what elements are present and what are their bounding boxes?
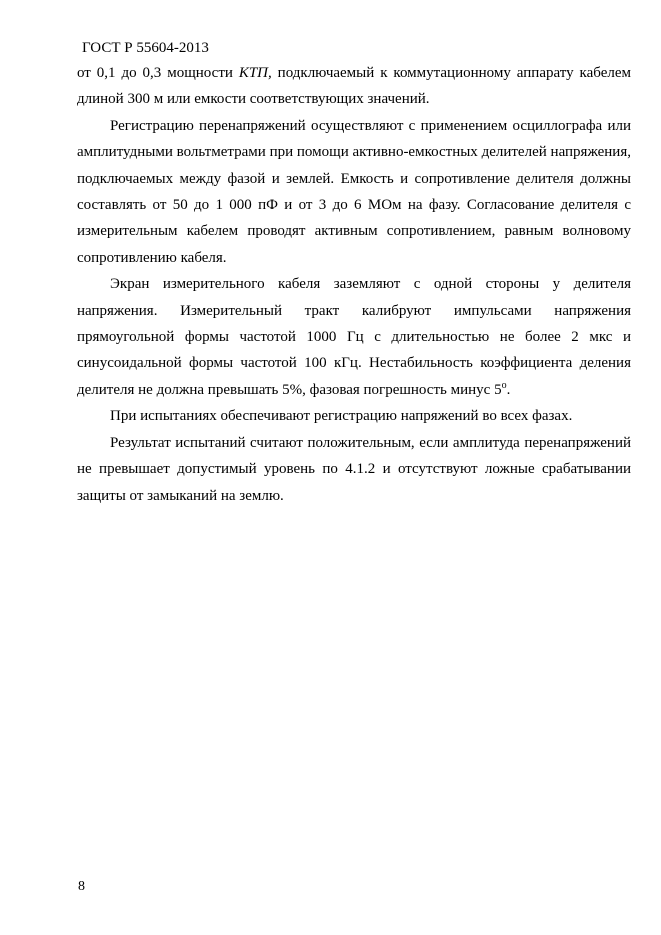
paragraph-3-text: Экран измерительного кабеля заземляют с одной стороны у делителя напряжения. Измерительный тракт калибруют импульсами напряжения прямоугольной формы частотой 1000 Гц с длительностью не более 2 мкс и синусоидальной формы частотой 100 кГц. Нестабильность коэффициента деления делителя не должна превышать 5%, фазовая погрешность минус 5 (77, 276, 631, 398)
paragraph-3 (77, 271, 631, 403)
paragraph-1-end: подключаемый к коммутационному аппарату кабелем длиной 300 м или емкости соответствующих значений. (77, 65, 631, 108)
paragraph-4: При испытаниях обеспечивают регистрацию напряжений во всех фазах. (110, 408, 573, 425)
paragraph-3-degree-sup: о (501, 379, 507, 391)
paragraph-5: Результат испытаний считают положительным, если амплитуда перенапряжений не превышает допустимый уровень по 4.1.2 и отсутствуют ложные срабатывании защиты от замыканий на землю. (77, 434, 631, 504)
document-body (77, 60, 631, 509)
page-number: 8 (78, 879, 85, 894)
paragraph-1 (77, 60, 631, 113)
paragraph-3-end: . (506, 381, 511, 398)
paragraph-1-start: от 0,1 до 0,3 мощности (77, 65, 239, 81)
document-header: ГОСТ Р 55604-2013 (82, 40, 209, 56)
paragraph-2: Регистрацию перенапряжений осуществляют с применением осциллографа или амплитудными вольтметрами при помощи активно-емкостных делителей напряжения, подключаемых между фазой и землей. Емкость и сопротивление делителя должны составлять от 50 до 1 000 пФ и от 3 до 6 МОм на фазу. Согласование делителя с измерительным кабелем проводят активным сопротивлением, равным волновому сопротивлению кабеля. (77, 117, 631, 266)
paragraph-1-italic-abbrev: КТП, (238, 65, 272, 81)
